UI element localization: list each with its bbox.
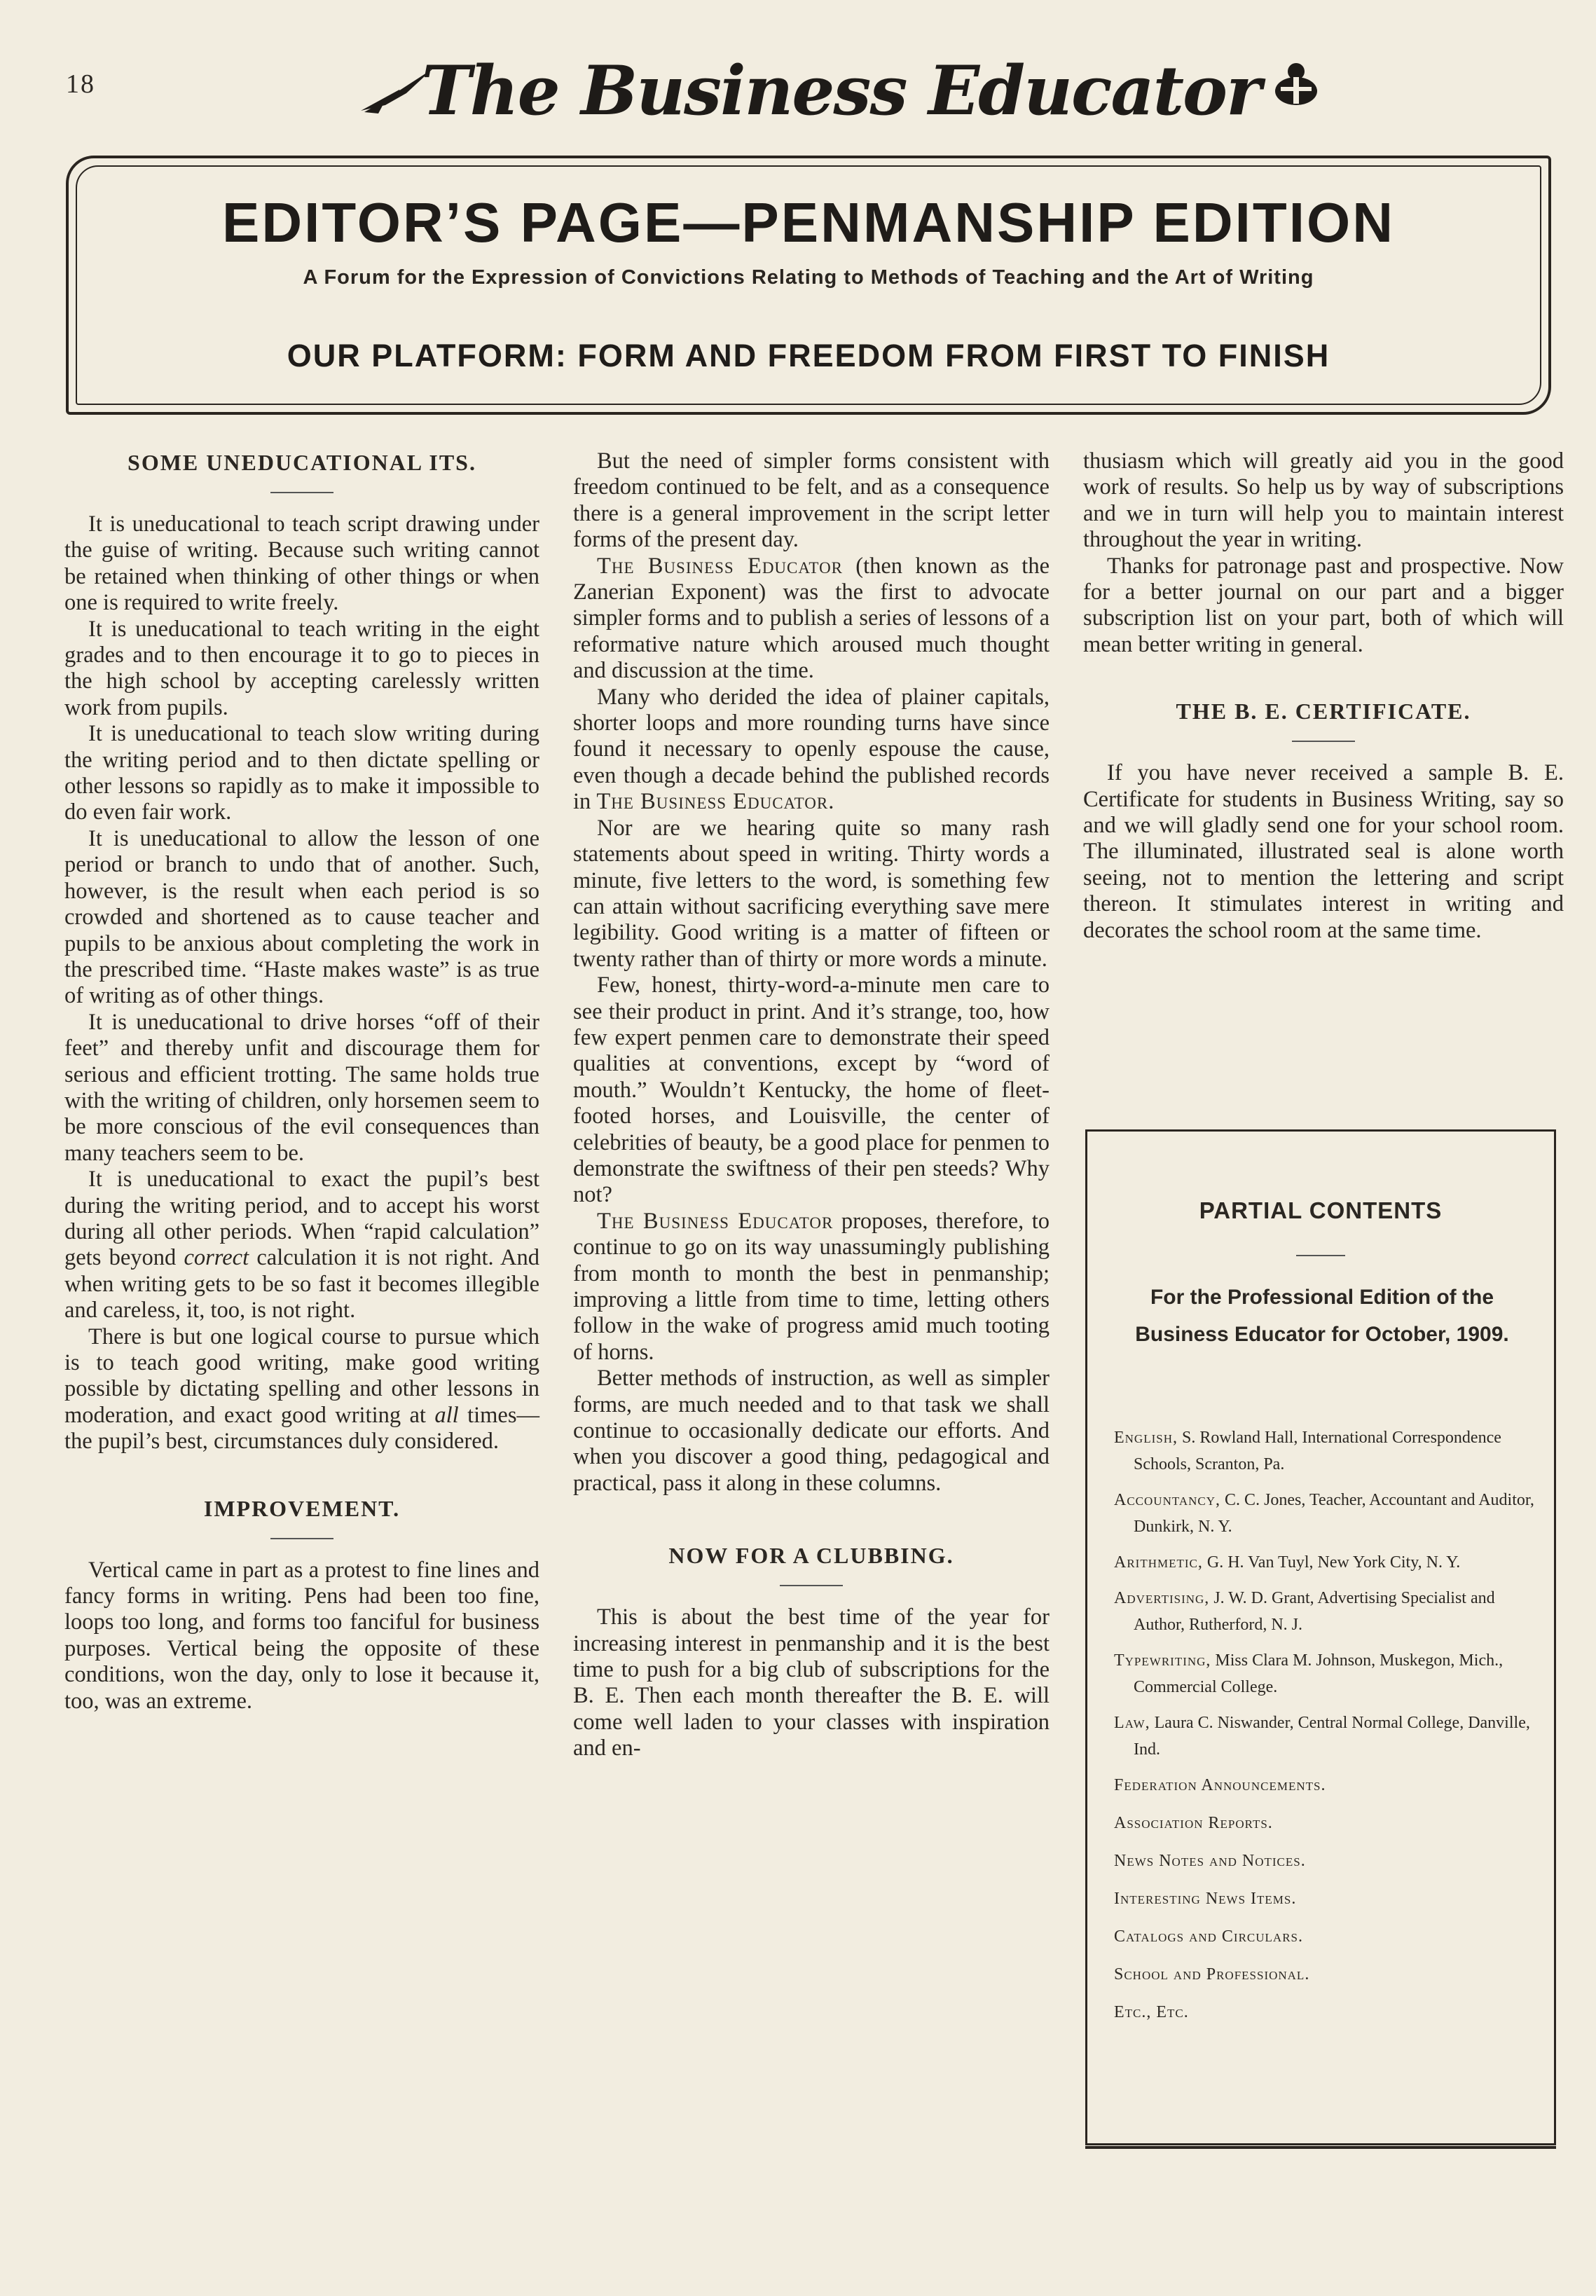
paragraph: It is uneducational to drive horses “off of their feet” and thereby unfit and discourage them for serious and efficient trotting. The same holds true with the writing of children, only horsemen seem to be more conscious of the evil consequences than many teachers seem to be. bbox=[64, 1009, 539, 1166]
contents-category: News Notes and Notices. bbox=[1114, 1852, 1306, 1870]
contents-intro: For the Professional Edition of the Business Educator for October, 1909. bbox=[1135, 1286, 1509, 1346]
column-1 bbox=[64, 448, 539, 1714]
paragraph: If you have never received a sample B. E. Certificate for students in Business Writing, say so and we will gladly send one for your school room. The illuminated, illustrated seal is alone worth seeing, not to mention the lettering and script thereon. It stimulates interest in writing and decorates the school room at the same time. bbox=[1083, 760, 1564, 943]
contents-category: Etc., Etc. bbox=[1114, 2003, 1189, 2021]
contents-category: Advertising, bbox=[1114, 1589, 1210, 1607]
text-run: Many who derided the idea of plainer capitals, shorter loops and more rounding turns have since found it necessary to openly espouse the cause, even though a decade behind the published records in bbox=[573, 684, 1050, 815]
column-2 bbox=[573, 448, 1050, 1762]
text-run: (then known as the Zanerian Exponent) was the first to advocate simpler forms and to publish a series of lessons of a reformative nature which aroused much thought and discussion at the time. bbox=[573, 553, 1050, 684]
emblem-icon bbox=[1268, 56, 1324, 112]
contents-item bbox=[1114, 1848, 1536, 1874]
contents-category: School and Professional. bbox=[1114, 1965, 1310, 1984]
divider bbox=[1292, 741, 1355, 742]
contents-item bbox=[1114, 1549, 1536, 1576]
contents-detail: C. C. Jones, Teacher, Accountant and Auditor, Dunkirk, N. Y. bbox=[1134, 1491, 1534, 1536]
contents-category: Accountancy, bbox=[1114, 1491, 1221, 1509]
partial-contents-box bbox=[1085, 1129, 1556, 2145]
contents-category: Law, bbox=[1114, 1714, 1150, 1732]
text-run: It is uneducational to exact the pupil’s best during the writing period, and to accept his worst during all other periods. When “rapid calculation” gets beyond bbox=[64, 1167, 539, 1271]
text-run: proposes, therefore, to continue to go on its way unassumingly publishing from month to month the best in penmanship; improving a little from time to time, letting others follow in the wake of progress amid much tooting of horns. bbox=[573, 1208, 1050, 1365]
text-run: calculation it is not right. And when writing gets to be so fast it becomes illegible and careless, it, too, is not right. bbox=[64, 1245, 540, 1324]
contents-item bbox=[1114, 1487, 1536, 1540]
contents-category: English, bbox=[1114, 1429, 1178, 1447]
contents-detail: Laura C. Niswander, Central Normal College, Danville, Ind. bbox=[1134, 1714, 1530, 1759]
contents-item bbox=[1114, 1647, 1536, 1700]
publication-name: The Business Educator bbox=[597, 553, 844, 579]
contents-list bbox=[1114, 1424, 1536, 2037]
contents-category: Interesting News Items. bbox=[1114, 1890, 1297, 1908]
divider bbox=[270, 1538, 333, 1539]
masthead-logo bbox=[350, 49, 1331, 133]
contents-item bbox=[1114, 1999, 1536, 2026]
section-heading-uneducational: SOME UNEDUCATIONAL ITS. bbox=[128, 450, 476, 475]
contents-detail: Miss Clara M. Johnson, Muskegon, Mich., Commercial College. bbox=[1134, 1651, 1504, 1696]
section-heading-clubbing: NOW FOR A CLUBBING. bbox=[668, 1543, 954, 1569]
contents-detail: J. W. D. Grant, Advertising Specialist and Author, Rutherford, N. J. bbox=[1134, 1589, 1495, 1634]
paragraph: But the need of simpler forms consistent with freedom continued to be felt, and as a consequence there is a general improvement in the script letter forms of the present day. bbox=[573, 448, 1050, 553]
contents-category: Federation Announcements. bbox=[1114, 1776, 1326, 1794]
page-number: 18 bbox=[66, 69, 95, 99]
editors-page-header bbox=[66, 156, 1551, 415]
italic-word: correct bbox=[184, 1245, 249, 1271]
contents-category: Typewriting, bbox=[1114, 1651, 1211, 1670]
paragraph bbox=[573, 1209, 1050, 1366]
contents-item bbox=[1114, 1810, 1536, 1836]
paragraph: thusiasm which will greatly aid you in the good work of results. So help us by way of subscriptions and we in turn will help you to maintain interest throughout the year in writing. bbox=[1083, 448, 1564, 553]
contents-item bbox=[1114, 1585, 1536, 1638]
paragraph: Nor are we hearing quite so many rash statements about speed in writing. Thirty words a minute, five letters to the word, is something few can attain without sacrificing everything save mere legibility. Good writing is a matter of fifteen or twenty rather than of thirty or more words a minute. bbox=[573, 815, 1050, 972]
contents-item bbox=[1114, 1710, 1536, 1763]
paragraph bbox=[64, 1324, 539, 1455]
contents-item bbox=[1114, 1885, 1536, 1912]
contents-category: Catalogs and Circulars. bbox=[1114, 1927, 1304, 1946]
paragraph: It is uneducational to teach writing in the eight grades and to then encourage it to go to pieces in the high school by accepting carelessly written work from pupils. bbox=[64, 616, 539, 720]
paragraph: It is uneducational to allow the lesson of one period or branch to undo that of another. Such, however, is the result when each period is so crowded and shortened as to cause teacher and pupils to be anxious about completing the work in the prescribed time. “Haste makes waste” is as true of writing as of other things. bbox=[64, 825, 539, 1009]
paragraph: Few, honest, thirty-word-a-minute men care to see their product in print. And it’s strange, too, how few expert penmen care to demonstrate their speed qualities at conventions, except by “word of mouth.” Wouldn’t Kentucky, the home of fleet-footed horses, and Louisville, the center of celebrities of beauty, be a good place for penmen to demonstrate the swiftness of their pen steeds? Why not? bbox=[573, 972, 1050, 1208]
publication-name: The Business Educator bbox=[597, 1208, 834, 1234]
divider bbox=[1296, 1255, 1345, 1256]
paragraph bbox=[64, 1167, 539, 1324]
paragraph: It is uneducational to teach script drawing under the guise of writing. Because such writing cannot be retained when thinking of other things or when one is required to write freely. bbox=[64, 511, 539, 616]
masthead-title: The Business Educator bbox=[421, 51, 1260, 130]
paragraph: This is about the best time of the year for increasing interest in penmanship and it is the best time to push for a big club of subscriptions for the B. E. Then each month thereafter the B. E. will come well laden to your classes with inspiration and en- bbox=[573, 1604, 1050, 1761]
contents-detail: G. H. Van Tuyl, New York City, N. Y. bbox=[1206, 1553, 1461, 1572]
header-title: EDITOR’S PAGE—PENMANSHIP EDITION bbox=[221, 191, 1395, 254]
italic-word: all bbox=[434, 1402, 459, 1428]
contents-item bbox=[1114, 1424, 1536, 1478]
divider bbox=[270, 492, 333, 493]
platform-motto: OUR PLATFORM: FORM AND FREEDOM FROM FIRST TO FINISH bbox=[287, 338, 1330, 373]
contents-item bbox=[1114, 1923, 1536, 1950]
section-heading-certificate: THE B. E. CERTIFICATE. bbox=[1176, 699, 1471, 724]
paragraph bbox=[573, 685, 1050, 816]
section-heading-improvement: IMPROVEMENT. bbox=[203, 1495, 401, 1521]
contents-category: Arithmetic, bbox=[1114, 1553, 1203, 1572]
paragraph: Vertical came in part as a protest to fine lines and fancy forms in writing. Pens had been too fine, loops too long, and forms too fanciful for business purposes. Vertical being the opposite of these conditions, won the day, only to lose it because it, too, was an extreme. bbox=[64, 1557, 539, 1714]
contents-title: PARTIAL CONTENTS bbox=[1199, 1197, 1443, 1223]
paragraph: It is uneducational to teach slow writing during the writing period and to then dictate spelling or other lessons so rapidly as to make it impossible to do even fair work. bbox=[64, 721, 539, 825]
paragraph bbox=[573, 554, 1050, 685]
box-bottom-rule bbox=[1085, 2146, 1556, 2149]
header-subtitle: A Forum for the Expression of Convictions Relating to Methods of Teaching and the Art of Writing bbox=[303, 266, 1314, 289]
paragraph: Thanks for patronage past and prospective. Now for a better journal on our part and a bigger subscription list on your part, both of which will mean better writing in general. bbox=[1083, 553, 1564, 657]
paragraph: Better methods of instruction, as well as simpler forms, are much needed and to that task we shall continue to occasionally dedicate our efforts. And when you discover a good thing, pedagogical and practical, pass it along in these columns. bbox=[573, 1366, 1050, 1496]
divider bbox=[780, 1585, 843, 1586]
publication-name: The Business Educator. bbox=[596, 789, 835, 815]
contents-item bbox=[1114, 1772, 1536, 1799]
contents-item bbox=[1114, 1961, 1536, 1988]
text-run: There is but one logical course to pursue which is to teach good writing, make good writing possible by dictating spelling and other lessons in moderation, and exact good writing at bbox=[64, 1324, 539, 1428]
column-3 bbox=[1083, 448, 1564, 944]
contents-detail: S. Rowland Hall, International Correspondence Schools, Scranton, Pa. bbox=[1134, 1429, 1501, 1473]
text-run: times—the pupil’s best, circumstances duly considered. bbox=[64, 1402, 540, 1455]
contents-category: Association Reports. bbox=[1114, 1814, 1273, 1832]
